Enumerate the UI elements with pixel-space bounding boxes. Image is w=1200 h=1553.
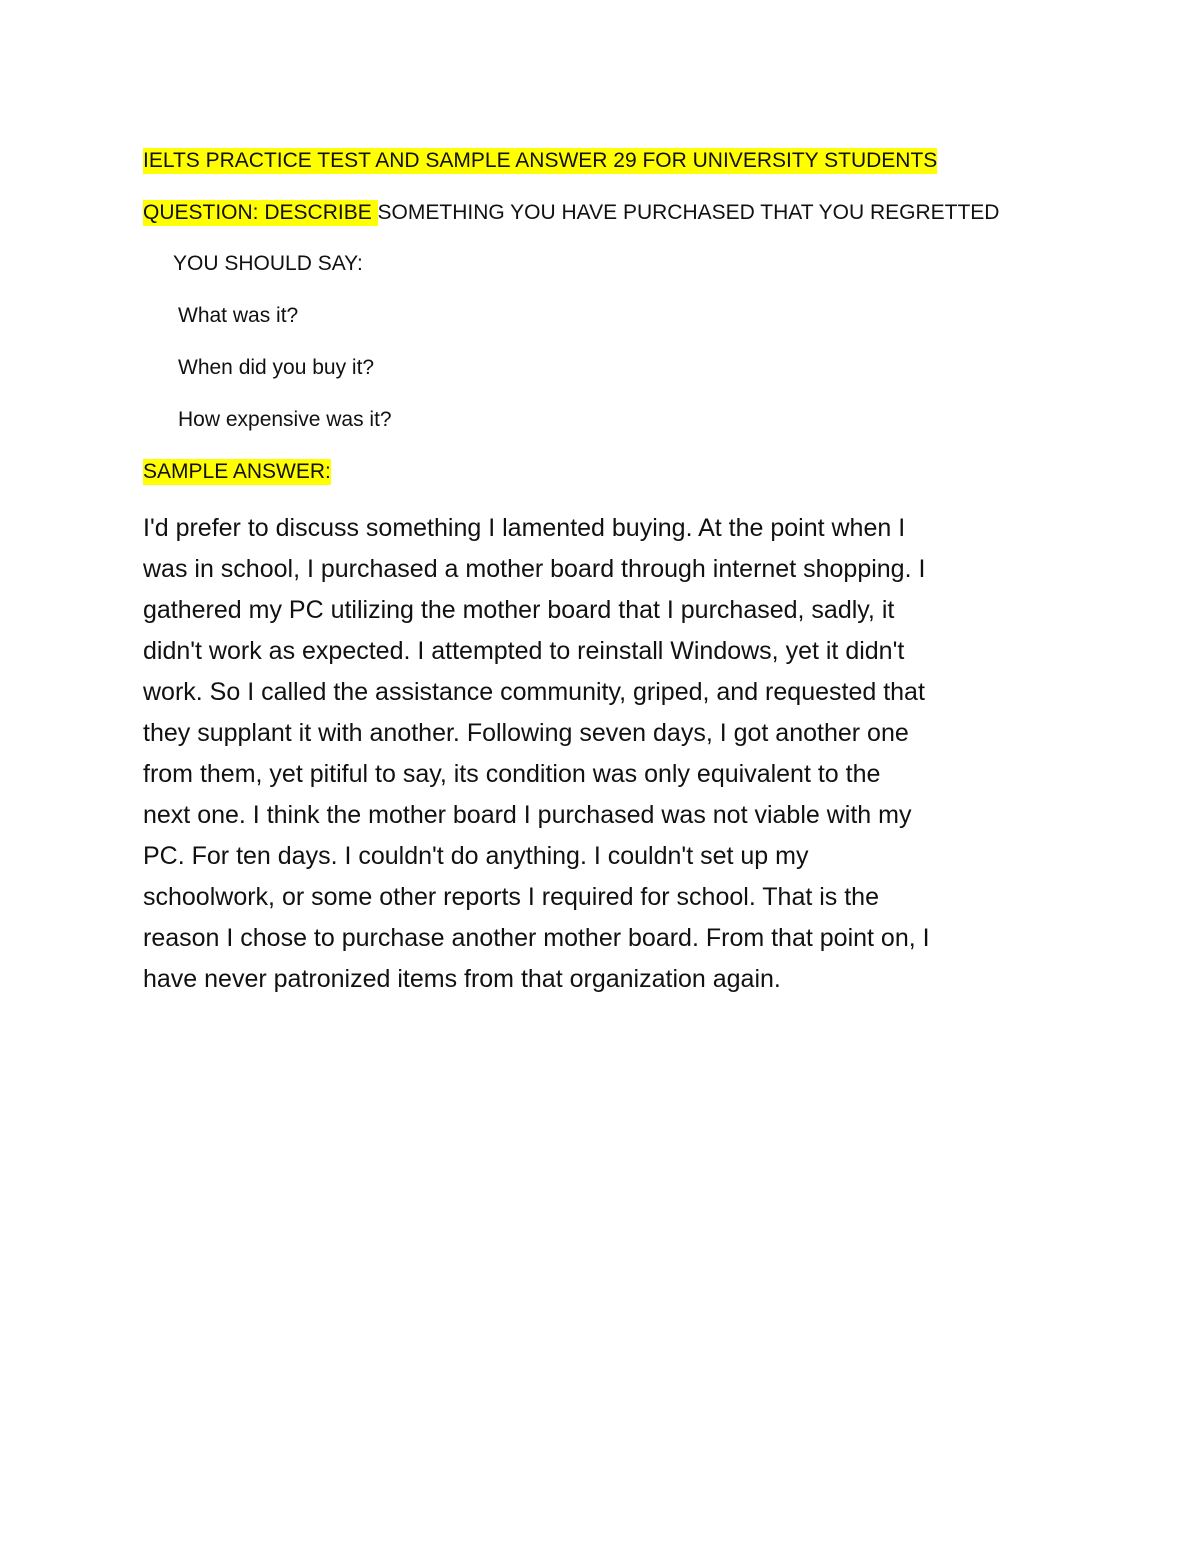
prompt-item: When did you buy it? bbox=[178, 356, 375, 379]
answer-line: work. So I called the assistance community, griped, and requested that bbox=[143, 678, 925, 706]
answer-line: gathered my PC utilizing the mother board that I purchased, sadly, it bbox=[143, 596, 895, 624]
question-line bbox=[143, 200, 999, 226]
answer-line: from them, yet pitiful to say, its condition was only equivalent to the bbox=[143, 760, 881, 788]
answer-line: next one. I think the mother board I purchased was not viable with my bbox=[143, 801, 912, 829]
answer-line: reason I chose to purchase another mother board. From that point on, I bbox=[143, 924, 930, 952]
question-text: SOMETHING YOU HAVE PURCHASED THAT YOU REGRETTED bbox=[377, 201, 1000, 224]
sample-answer-label: SAMPLE ANSWER: bbox=[143, 460, 331, 483]
prompt-item: What was it? bbox=[178, 304, 299, 327]
answer-line: schoolwork, or some other reports I required for school. That is the bbox=[143, 883, 879, 911]
prompt-item: How expensive was it? bbox=[178, 408, 392, 431]
should-say-heading: YOU SHOULD SAY: bbox=[173, 252, 363, 275]
document-title-text: IELTS PRACTICE TEST AND SAMPLE ANSWER 29 FOR UNIVERSITY STUDENTS bbox=[143, 149, 938, 172]
answer-line: was in school, I purchased a mother board through internet shopping. I bbox=[143, 555, 926, 583]
answer-line: I'd prefer to discuss something I lamented buying. At the point when I bbox=[143, 514, 906, 542]
document-title bbox=[143, 148, 937, 174]
sample-answer-body bbox=[143, 508, 1103, 1000]
question-label: QUESTION: DESCRIBE bbox=[143, 201, 378, 224]
answer-line: have never patronized items from that organization again. bbox=[143, 965, 781, 993]
answer-line: they supplant it with another. Following seven days, I got another one bbox=[143, 719, 909, 747]
answer-line: PC. For ten days. I couldn't do anything. I couldn't set up my bbox=[143, 842, 809, 870]
answer-line: didn't work as expected. I attempted to reinstall Windows, yet it didn't bbox=[143, 637, 905, 665]
sample-answer-heading bbox=[143, 459, 331, 485]
